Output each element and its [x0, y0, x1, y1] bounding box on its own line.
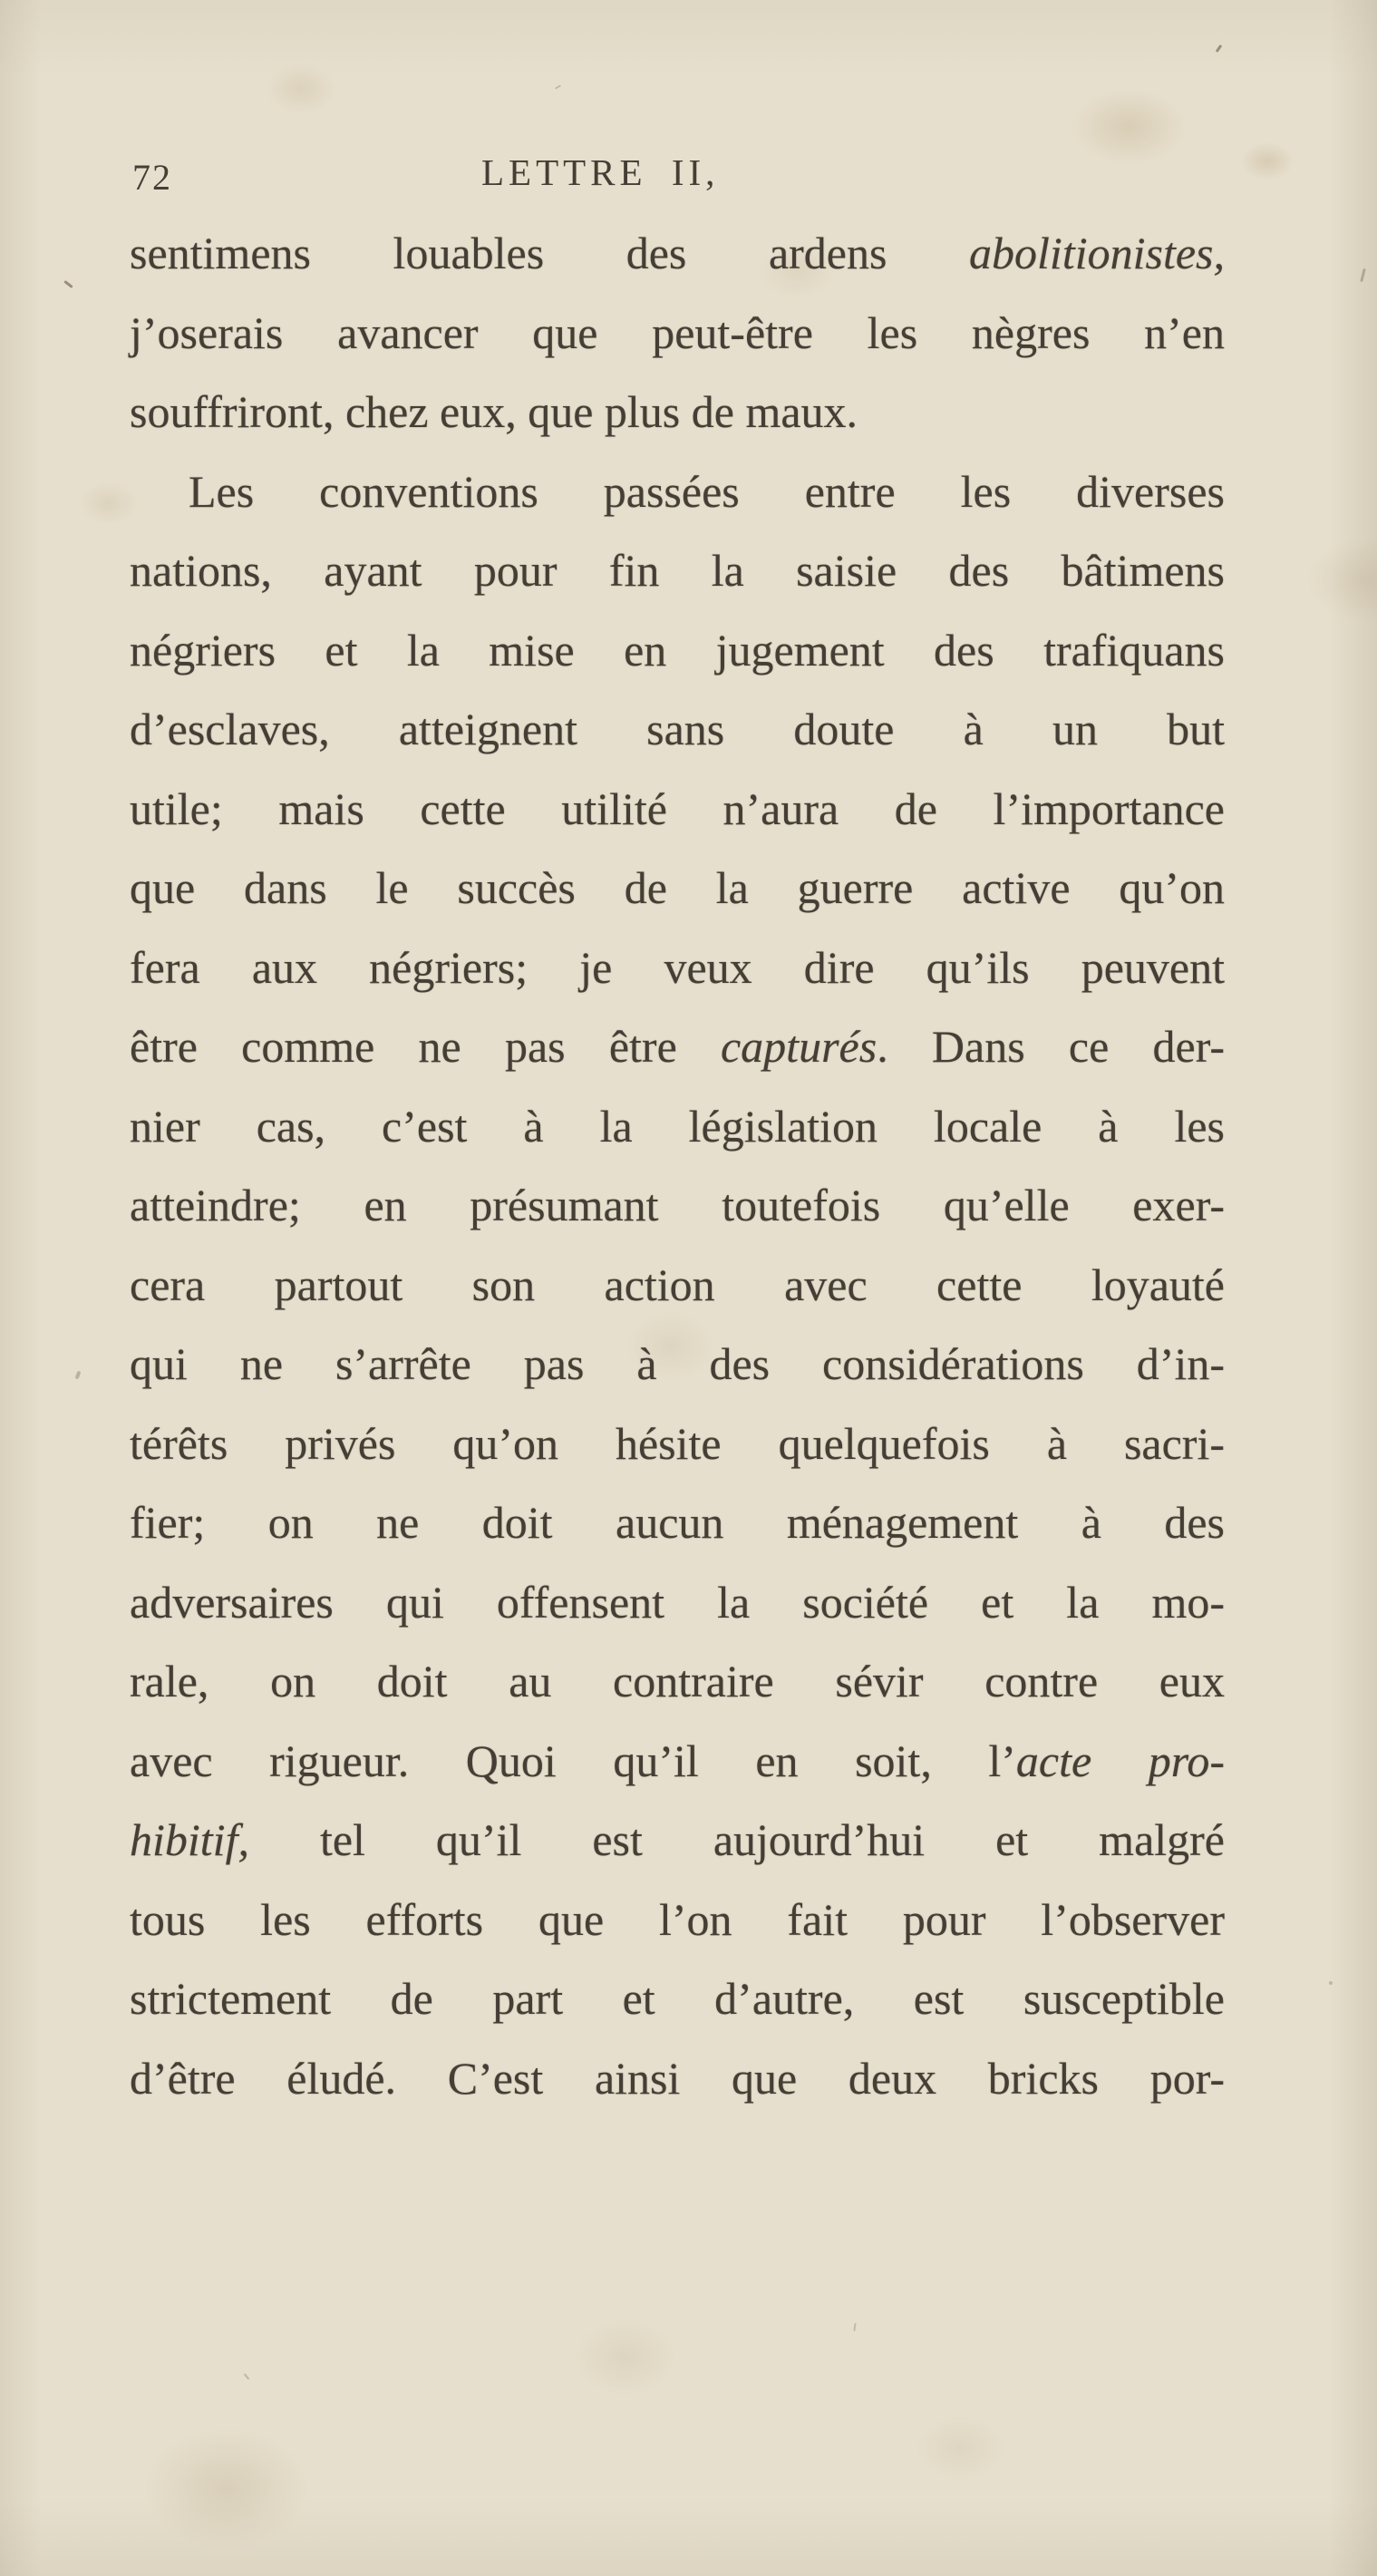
text-line — [130, 1642, 1225, 1722]
text-segment: avec rigueur. Quoi qu’il en soit, l’ — [130, 1735, 1016, 1786]
text-line — [130, 294, 1225, 374]
text-segment: strictement de part et d’autre, est susceptible — [130, 1973, 1225, 2024]
text-line — [130, 1881, 1225, 1960]
running-header: LETTRE II, — [481, 151, 720, 193]
text-segment: utile; mais cette utilité n’aura de l’importance — [130, 783, 1225, 834]
text-segment: tous les efforts que l’on fait pour l’observer — [130, 1893, 1225, 1945]
page-number: 72 — [132, 157, 172, 198]
text-segment: cera partout son action avec cette loyauté — [130, 1259, 1225, 1310]
text-line — [130, 1087, 1225, 1167]
text-line — [130, 849, 1225, 928]
text-line — [130, 1563, 1225, 1643]
text-line — [130, 1166, 1225, 1246]
paper-speck — [1329, 1981, 1333, 1985]
text-segment: être comme ne pas être — [130, 1021, 721, 1072]
paper-speck — [555, 84, 561, 89]
text-line — [130, 1007, 1225, 1087]
italic-text-segment: abolitionistes, — [969, 228, 1225, 278]
text-line — [130, 1483, 1225, 1563]
text-segment: tel qu’il est aujourd’hui et malgré — [248, 1814, 1225, 1865]
text-line — [130, 452, 1225, 532]
text-segment: . Dans ce der- — [877, 1021, 1225, 1072]
text-segment: Les conventions passées entre les diverses — [189, 465, 1225, 517]
text-line — [130, 214, 1225, 294]
italic-text-segment: capturés — [720, 1021, 878, 1072]
text-line — [130, 1722, 1225, 1802]
text-line — [130, 611, 1225, 691]
text-line — [130, 928, 1225, 1008]
text-segment: térêts privés qu’on hésite quelquefois à sacri- — [130, 1417, 1225, 1469]
italic-text-segment: hibitif, — [130, 1814, 249, 1865]
paper-speck — [63, 280, 73, 288]
text-segment: d’être éludé. C’est ainsi que deux bricks por- — [130, 2052, 1225, 2104]
paper-speck — [244, 2373, 250, 2379]
text-segment: que dans le succès de la guerre active qu’on — [130, 862, 1225, 913]
paper-speck — [75, 1371, 82, 1380]
italic-text-segment: acte pro- — [1015, 1735, 1226, 1786]
text-segment: adversaires qui offensent la société et la mo- — [130, 1576, 1225, 1628]
paper-speck — [853, 2323, 856, 2331]
text-segment: sentimens louables des ardens — [130, 228, 970, 278]
text-line — [130, 1959, 1225, 2039]
text-segment: rale, on doit au contraire sévir contre eux — [130, 1656, 1225, 1706]
text-line — [130, 1246, 1225, 1326]
text-segment: d’esclaves, atteignent sans doute à un but — [130, 704, 1225, 754]
text-line — [130, 531, 1225, 611]
text-segment: nier cas, c’est à la législation locale à les — [130, 1100, 1225, 1152]
text-segment: nations, ayant pour fin la saisie des bâtimens — [130, 545, 1225, 596]
text-segment: fier; on ne doit aucun ménagement à des — [130, 1497, 1225, 1548]
text-line — [130, 1801, 1225, 1881]
text-line — [130, 2039, 1225, 2119]
paper-speck — [1360, 268, 1366, 282]
text-segment: j’oserais avancer que peut-être les nègres n’en — [130, 306, 1225, 358]
text-segment: qui ne s’arrête pas à des considérations d’in- — [130, 1338, 1225, 1389]
text-segment: atteindre; en présumant toutefois qu’elle exer- — [130, 1180, 1225, 1230]
body-text — [130, 214, 1225, 2118]
text-line — [130, 1325, 1225, 1405]
text-line — [130, 690, 1225, 770]
text-segment: fera aux négriers; je veux dire qu’ils peuvent — [130, 941, 1225, 993]
text-line — [130, 770, 1225, 850]
text-segment: négriers et la mise en jugement des trafiquans — [130, 624, 1225, 676]
text-line — [130, 1405, 1225, 1484]
text-segment: souffriront, chez eux, que plus de maux. — [130, 386, 858, 437]
paper-speck — [1216, 44, 1223, 53]
text-line — [130, 373, 1225, 452]
